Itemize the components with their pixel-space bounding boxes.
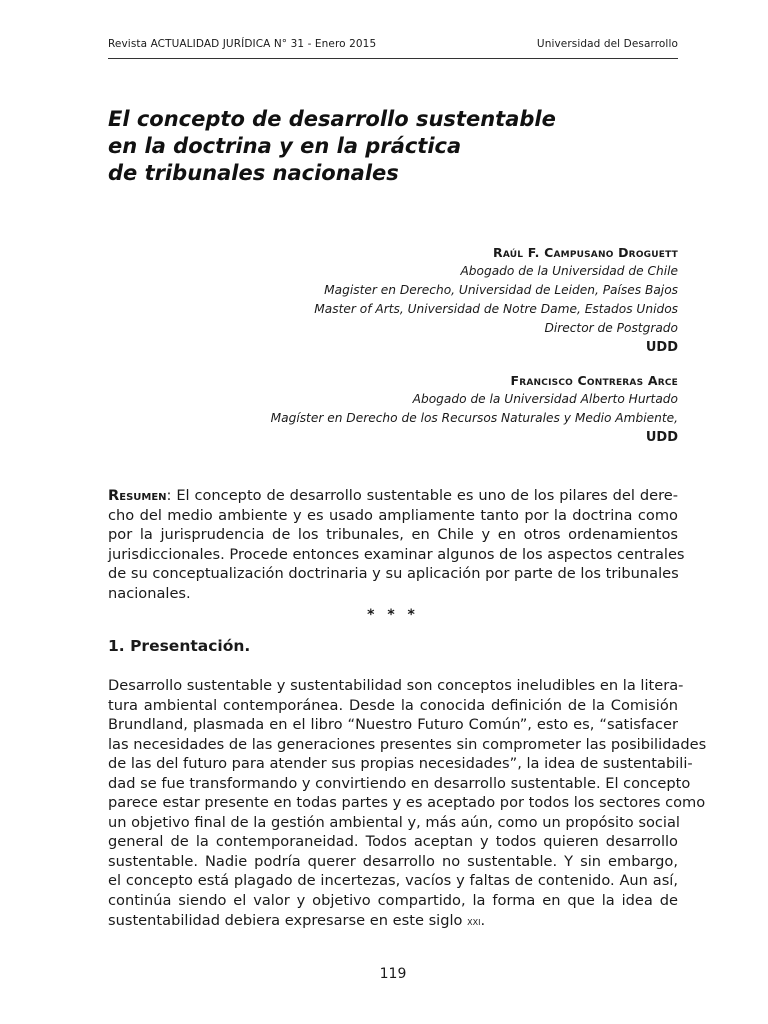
author-affiliation: UDD [645, 340, 678, 355]
body-line-final [108, 911, 678, 932]
body-line: dad se fue transformando y convirtiendo en desarrollo sustentable. El concepto [108, 774, 691, 792]
abstract [108, 486, 685, 603]
body-line: continúa siendo el valor y objetivo compartido, la forma en que la idea de [108, 892, 678, 910]
author-block-1 [118, 243, 678, 357]
article-title [108, 106, 668, 187]
abstract-label: Resumen [108, 487, 167, 504]
body-line: de las del futuro para atender sus propias necesidades”, la idea de sustentabili- [108, 755, 693, 773]
body-line: sustentable. Nadie podría querer desarrollo no sustentable. Y sin embargo, [108, 852, 678, 870]
page-number: 119 [379, 966, 407, 982]
header-rule [108, 58, 678, 59]
section-body [108, 676, 707, 931]
author-name: Raúl F. Campusano Droguett [493, 245, 678, 260]
body-line: Brundland, plasmada en el libro “Nuestro Futuro Común”, esto es, “satisfacer [108, 716, 678, 734]
author-credential: Magister en Derecho, Universidad de Leiden, Países Bajos [324, 283, 678, 297]
author-credential: Director de Postgrado [544, 321, 678, 335]
section-heading: 1. Presentación. [108, 637, 251, 655]
author-credential: Magíster en Derecho de los Recursos Naturales y Medio Ambiente, [270, 411, 678, 425]
author-credential: Abogado de la Universidad de Chile [460, 264, 678, 278]
body-line: el concepto está plagado de incertezas, vacíos y faltas de contenido. Aun así, [108, 872, 678, 890]
title-line: El concepto de desarrollo sustentable [108, 107, 556, 131]
title-line: de tribunales nacionales [108, 161, 399, 185]
abstract-line [108, 486, 678, 506]
abstract-text: : El concepto de desarrollo sustentable es uno de los pilares del dere- [166, 487, 678, 504]
abstract-line: nacionales. [108, 584, 191, 602]
final-period: . [480, 911, 486, 929]
author-name: Francisco Contreras Arce [510, 373, 678, 388]
abstract-line: jurisdiccionales. Procede entonces examinar algunos de los aspectos centrales [108, 545, 685, 563]
abstract-line: por la jurisprudencia de los tribunales, en Chile y en otros ordenamientos [108, 526, 678, 543]
body-line: las necesidades de las generaciones presentes sin comprometer las posibilidades [108, 735, 707, 753]
author-block-2 [118, 371, 678, 447]
body-line: parece estar presente en todas partes y es aceptado por todos los sectores como [108, 794, 706, 812]
journal-name: Revista ACTUALIDAD JURÍDICA N° 31 - Enero 2015 [108, 38, 377, 50]
century-numeral: xxi [467, 913, 481, 928]
abstract-line: cho del medio ambiente y es usado ampliamente tanto por la doctrina como [108, 506, 678, 524]
running-head [108, 38, 678, 50]
body-line: Desarrollo sustentable y sustentabilidad son conceptos ineludibles en la litera- [108, 677, 684, 694]
section-separator: * * * [367, 607, 419, 623]
body-line-text: sustentabilidad debiera expresarse en este siglo [108, 911, 468, 929]
body-line: un objetivo final de la gestión ambiental y, más aún, como un propósito social [108, 813, 680, 831]
body-line: general de la contemporaneidad. Todos aceptan y todos quieren desarrollo [108, 833, 678, 851]
author-credential: Master of Arts, Universidad de Notre Dame, Estados Unidos [314, 302, 678, 316]
author-affiliation: UDD [645, 430, 678, 445]
institution-name: Universidad del Desarrollo [536, 38, 678, 50]
abstract-line: de su conceptualización doctrinaria y su aplicación por parte de los tribunales [108, 565, 679, 582]
author-credential: Abogado de la Universidad Alberto Hurtado [412, 392, 678, 406]
body-line: tura ambiental contemporánea. Desde la conocida definición de la Comisión [108, 696, 678, 714]
title-line: en la doctrina y en la práctica [108, 134, 462, 158]
